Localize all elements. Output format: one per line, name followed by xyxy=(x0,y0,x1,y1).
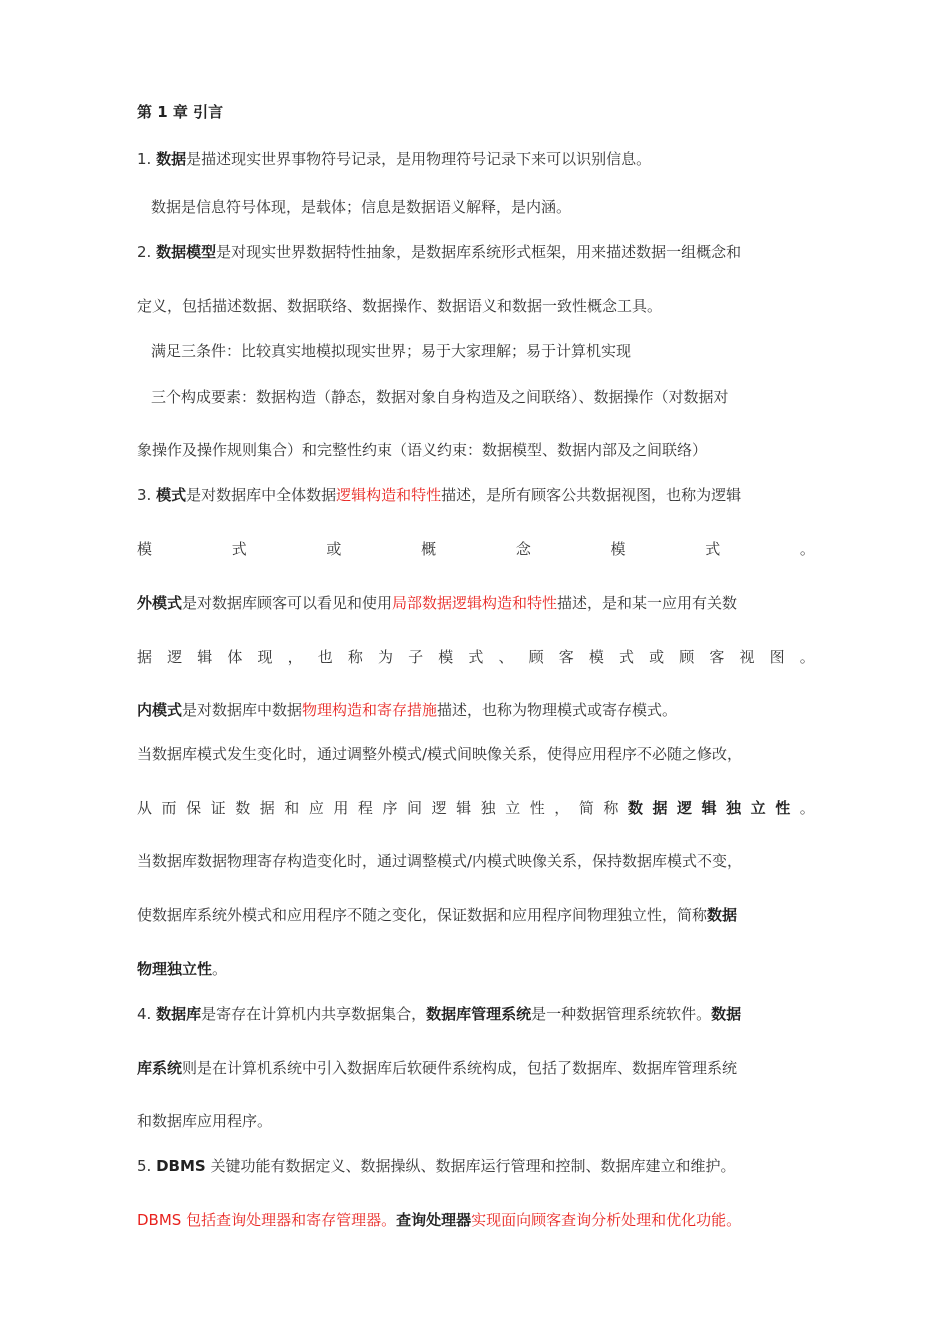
term-database-system: 库系统 xyxy=(137,1059,183,1077)
spread-char: 顾 xyxy=(679,648,695,666)
physical-independence-line-2 xyxy=(137,904,815,926)
spread-char-bold: 逻 xyxy=(677,799,693,817)
term-schema: 模式 xyxy=(156,486,187,504)
spread-char: 称 xyxy=(603,799,619,817)
spread-char: 。 xyxy=(799,540,815,558)
spread-char: 简 xyxy=(578,799,594,817)
highlight-text: 实现面向顾客查询分析处理和优化功能。 xyxy=(471,1211,742,1229)
section-4-line-2 xyxy=(137,1057,815,1079)
definition-text: 是描述现实世界事物符号记录，是用物理符号记录下来可以识别信息。 xyxy=(186,150,652,168)
highlight-text: DBMS 包括查询处理器和寄存管理器。 xyxy=(137,1211,397,1229)
highlight-text: 逻辑构造和特性 xyxy=(336,486,442,504)
spread-char: 据 xyxy=(137,648,153,666)
spread-char: 为 xyxy=(378,648,394,666)
spread-char: 也 xyxy=(317,648,333,666)
spread-char-bold: 据 xyxy=(652,799,668,817)
definition-text: 是寄存在计算机内共享数据集合， xyxy=(201,1005,427,1023)
spread-char: 式 xyxy=(468,648,484,666)
spread-char-bold: 辑 xyxy=(701,799,717,817)
spread-char: 逻 xyxy=(167,648,183,666)
external-schema-spread-line xyxy=(137,646,815,668)
highlight-text: 局部数据逻辑构造和特性 xyxy=(392,594,558,612)
section-2-line-2: 定义，包括描述数据、数据联络、数据操作、数据语义和数据一致性概念工具。 xyxy=(137,297,663,315)
definition-text: 是对数据库中数据 xyxy=(182,701,303,719)
term-physical-independence: 物理独立性 xyxy=(137,960,213,978)
spread-char: 数 xyxy=(235,799,251,817)
spread-char: 性 xyxy=(529,799,545,817)
section-number: 4. xyxy=(137,1005,157,1023)
definition-text: 描述，是和某一应用有关数 xyxy=(557,594,738,612)
section-number: 3. xyxy=(137,486,157,504)
spread-char: 逻 xyxy=(431,799,447,817)
spread-char: 顾 xyxy=(528,648,544,666)
spread-char: 或 xyxy=(649,648,665,666)
spread-char: 图 xyxy=(769,648,785,666)
internal-schema-line xyxy=(137,699,815,721)
spread-char: 模 xyxy=(610,540,626,558)
section-number: 5. xyxy=(137,1157,157,1175)
section-5-line-1 xyxy=(137,1155,815,1177)
term-query-processor: 查询处理器 xyxy=(396,1211,472,1229)
spread-char: 或 xyxy=(326,540,342,558)
definition-text: 。 xyxy=(212,960,228,978)
spread-char: 。 xyxy=(799,648,815,666)
spread-char: 辑 xyxy=(456,799,472,817)
section-4-line-1 xyxy=(137,1003,815,1025)
spread-char: 概 xyxy=(421,540,437,558)
section-number: 2. xyxy=(137,243,157,261)
term-database: 数据库 xyxy=(156,1005,202,1023)
logical-independence-line-1: 当数据库模式发生变化时，通过调整外模式/模式间映像关系，使得应用程序不必随之修改， xyxy=(137,745,743,763)
section-2-elements-2: 象操作及操作规则集合）和完整性约束（语义约束：数据模型、数据内部及之间联络） xyxy=(137,441,708,459)
spread-char: 子 xyxy=(408,648,424,666)
spread-char-bold: 性 xyxy=(775,799,791,817)
spread-char: 辑 xyxy=(197,648,213,666)
spread-char-bold: 立 xyxy=(750,799,766,817)
spread-char: 用 xyxy=(333,799,349,817)
spread-char: 现 xyxy=(257,648,273,666)
section-3-spread-line xyxy=(137,538,815,560)
section-2-elements-1: 三个构成要素：数据构造（静态，数据对象自身构造及之间联络）、数据操作（对数据对 xyxy=(151,388,729,406)
spread-char: 序 xyxy=(382,799,398,817)
spread-char: 视 xyxy=(739,648,755,666)
spread-char: 模 xyxy=(438,648,454,666)
spread-char: 应 xyxy=(308,799,324,817)
spread-char: 独 xyxy=(480,799,496,817)
section-1-line xyxy=(137,148,815,170)
spread-char: 证 xyxy=(210,799,226,817)
section-number: 1. xyxy=(137,150,157,168)
spread-char: 称 xyxy=(347,648,363,666)
section-3-line-1 xyxy=(137,484,815,506)
definition-text: 描述，是所有顾客公共数据视图，也称为逻辑 xyxy=(441,486,742,504)
term-dbms: 数据库管理系统 xyxy=(426,1005,532,1023)
spread-char: 模 xyxy=(137,540,153,558)
spread-char: 、 xyxy=(498,648,514,666)
spread-char-bold: 独 xyxy=(726,799,742,817)
spread-char: 据 xyxy=(259,799,275,817)
spread-char: 程 xyxy=(357,799,373,817)
spread-char: 式 xyxy=(231,540,247,558)
spread-char: 式 xyxy=(619,648,635,666)
definition-text: 是对数据库顾客可以看见和使用 xyxy=(182,594,393,612)
external-schema-line xyxy=(137,592,815,614)
chapter-title: 第 1 章 引言 xyxy=(137,103,224,121)
term-data-model: 数据模型 xyxy=(156,243,217,261)
spread-char: 念 xyxy=(515,540,531,558)
physical-independence-line-3 xyxy=(137,958,815,980)
spread-char: 从 xyxy=(137,799,153,817)
spread-char: ， xyxy=(554,799,570,817)
section-2-line-1 xyxy=(137,241,815,263)
spread-char: 式 xyxy=(705,540,721,558)
definition-text: 关键功能有数据定义、数据操纵、数据库运行管理和控制、数据库建立和维护。 xyxy=(205,1157,736,1175)
section-5-line-2 xyxy=(137,1209,815,1231)
definition-text: 使数据库系统外模式和应用程序不随之变化，保证数据和应用程序间物理独立性，简称 xyxy=(137,906,708,924)
definition-text: 是对现实世界数据特性抽象，是数据库系统形式框架，用来描述数据一组概念和 xyxy=(216,243,742,261)
highlight-text: 物理构造和寄存措施 xyxy=(302,701,438,719)
spread-char: ， xyxy=(287,648,303,666)
definition-text: 是一种数据管理系统软件。 xyxy=(531,1005,712,1023)
spread-char: 体 xyxy=(227,648,243,666)
section-2-conditions: 满足三条件：比较真实地模拟现实世界；易于大家理解；易于计算机实现 xyxy=(151,342,632,360)
spread-char: 而 xyxy=(161,799,177,817)
definition-text: 则是在计算机系统中引入数据库后软硬件系统构成，包括了数据库、数据库管理系统 xyxy=(182,1059,738,1077)
term-database-system: 数据 xyxy=(711,1005,742,1023)
spread-char: 和 xyxy=(284,799,300,817)
definition-text: 是对数据库中全体数据 xyxy=(186,486,337,504)
spread-char: 客 xyxy=(558,648,574,666)
term-external-schema: 外模式 xyxy=(137,594,183,612)
spread-char: 客 xyxy=(709,648,725,666)
spread-char: 。 xyxy=(799,799,815,817)
term-internal-schema: 内模式 xyxy=(137,701,183,719)
section-1-note: 数据是信息符号体现，是载体；信息是数据语义解释，是内涵。 xyxy=(151,198,572,216)
logical-independence-spread-line xyxy=(137,797,815,819)
term-data: 数据 xyxy=(156,150,187,168)
spread-char: 模 xyxy=(588,648,604,666)
definition-text: 描述，也称为物理模式或寄存模式。 xyxy=(437,701,678,719)
spread-char-bold: 数 xyxy=(627,799,643,817)
term-dbms: DBMS xyxy=(156,1157,206,1175)
section-4-line-3: 和数据库应用程序。 xyxy=(137,1112,273,1130)
term-physical-independence: 数据 xyxy=(707,906,738,924)
spread-char: 立 xyxy=(505,799,521,817)
spread-char: 间 xyxy=(407,799,423,817)
spread-char: 保 xyxy=(186,799,202,817)
physical-independence-line-1: 当数据库数据物理寄存构造变化时，通过调整模式/内模式映像关系，保持数据库模式不变， xyxy=(137,852,743,870)
